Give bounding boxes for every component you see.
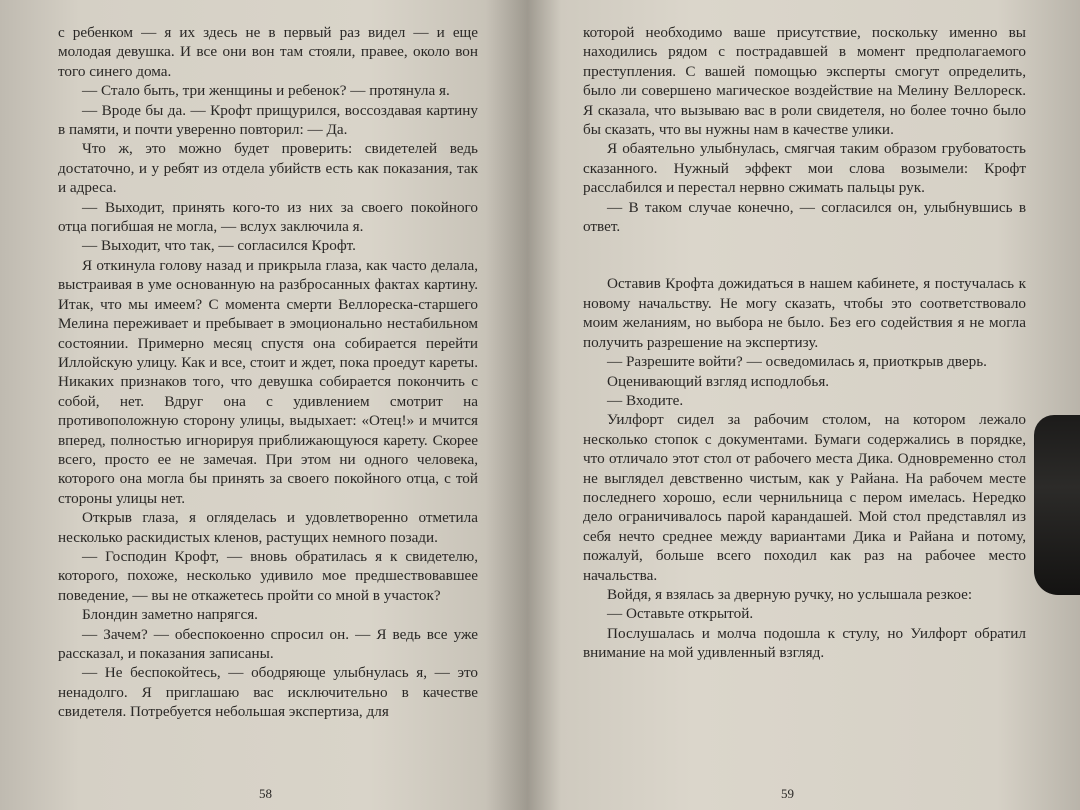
paragraph: Уилфорт сидел за рабочим столом, на котором лежало несколько стопок с документами. Бумаги содержались в порядке, что отличало этот стол от рабочего места Дика. Одновременно стол не выглядел девственно чистым, как у Райана. На рабочем месте последнего хорошо, если чернильница с пером имелась. Нередко дело ограничивалось парой карандашей. Мой стол представлял из себя нечто среднее между вариантами Дика и Райана и потому, пожалуй, больше всего походил как раз на рабочее место начальства. <box>583 411 1026 584</box>
paragraph: — Господин Крофт, — вновь обратилась я к свидетелю, которого, похоже, несколько удивило мое предшествовавшее поведение, — вы не откажетесь пройти со мной в участок? <box>58 547 478 604</box>
paragraph: — Оставьте открытой. <box>607 605 754 623</box>
section-break <box>583 236 1026 274</box>
book-clip <box>1034 415 1080 595</box>
paragraph: — Выходит, что так, — согласился Крофт. <box>82 237 356 255</box>
paragraph: Я обаятельно улыбнулась, смягчая таким образом грубоватость сказанного. Нужный эффект мои слова возымели: Крофт расслабился и перестал нервно сжимать пальцы рук. <box>583 140 1026 197</box>
paragraph: которой необходимо ваше присутствие, поскольку именно вы находились рядом с пострадавшей в момент предполагаемого преступления. С вашей помощью эксперты смогут определить, было ли совершено магическое воздействие на Мелину Веллореск. Я сказала, что вызываю вас в роли свидетеля, но более точно было бы сказать, что вы нужны нам в качестве улики. <box>583 24 1026 139</box>
page-number-right: 59 <box>781 786 794 801</box>
paragraph: Что ж, это можно будет проверить: свидетелей ведь достаточно, и у ребят из отдела убийств есть как показания, так и адреса. <box>58 140 478 197</box>
paragraph: — В таком случае конечно, — согласился он, улыбнувшись в ответ. <box>583 198 1026 236</box>
paragraph: — Разрешите войти? — осведомилась я, приоткрыв дверь. <box>607 353 987 371</box>
paragraph: — Выходит, принять кого-то из них за своего покойного отца погибшая не могла, — вслух заключила я. <box>58 198 478 236</box>
paragraph: Войдя, я взялась за дверную ручку, но услышала резкое: <box>607 585 973 603</box>
paragraph: Оставив Крофта дожидаться в нашем кабинете, я постучалась к новому начальству. Не могу сказать, чтобы это соответствовало моим желаниям, но выбора не было. Без его содействия я не могла получить разрешение на экспертизу. <box>583 275 1026 351</box>
paragraph: Блондин заметно напрягся. <box>82 606 258 624</box>
paragraph: Оценивающий взгляд исподлобья. <box>607 372 830 390</box>
left-page <box>0 0 528 810</box>
paragraph: — Не беспокойтесь, — ободряюще улыбнулась я, — это ненадолго. Я приглашаю вас исключительно в качестве свидетеля. Потребуется небольшая экспертиза, для <box>58 664 478 721</box>
paragraph: с ребенком — я их здесь не в первый раз видел — и еще молодая девушка. И все они вон там стояли, правее, около вон того синего дома. <box>58 24 478 80</box>
paragraph: — Стало быть, три женщины и ребенок? — протянула я. <box>82 82 450 100</box>
left-page-text <box>58 23 478 722</box>
right-page <box>528 0 1080 810</box>
paragraph: Я откинула голову назад и прикрыла глаза, как часто делала, выстраивая в уме основанную на разбросанных фактах картину. Итак, что мы имеем? С момента смерти Веллореска-старшего Мелина переживает и пребывает в эмоционально нестабильном состоянии. Примерно месяц спустя она собирается перейти Иллойскую улицу. Как и все, стоит и ждет, пока проедут кареты. Никаких признаков того, что девушка собирается покончить с собой, нет. Вдруг она с удивлением смотрит на противоположную сторону улицы, выдыхает: «Отец!» и мчится вперед, полностью игнорируя приближающуюся карету. Скорее всего, просто ее не замечая. При этом ни одного человека, которого она могла бы принять за своего покойного отца, с той стороны улицы нет. <box>58 256 478 507</box>
paragraph: — Вроде бы да. — Крофт прищурился, воссоздавая картину в памяти, и почти уверенно повторил: — Да. <box>58 101 478 139</box>
page-number-left: 58 <box>259 786 272 801</box>
right-page-text <box>583 23 1026 663</box>
paragraph: Послушалась и молча подошла к стулу, но Уилфорт обратил внимание на мой удивленный взгляд. <box>583 624 1026 662</box>
paragraph: — Входите. <box>607 391 684 409</box>
paragraph: — Зачем? — обеспокоенно спросил он. — Я ведь все уже рассказал, и показания записаны. <box>58 625 478 662</box>
paragraph: Открыв глаза, я огляделась и удовлетворенно отметила несколько раскидистых кленов, растущих немного позади. <box>58 509 478 546</box>
